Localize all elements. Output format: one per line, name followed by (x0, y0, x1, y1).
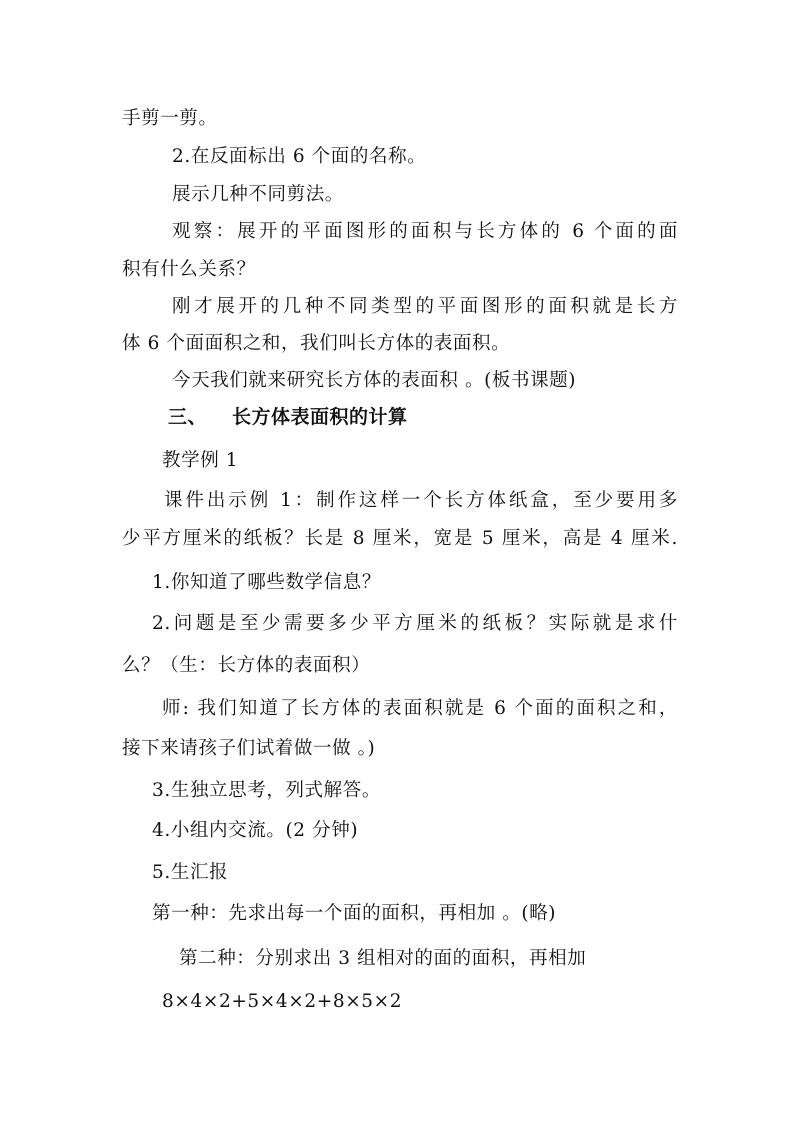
text-line: 么？（生：长方体的表面积） (122, 655, 371, 676)
text-line: 观察：展开的平面图形的面积与长方体的 6 个面的面 (172, 221, 678, 242)
text-line: 刚才展开的几种不同类型的平面图形的面积就是长方 (172, 296, 678, 317)
text-line: 师: 我们知道了长方体的表面积就是 6 个面的面积之和， (162, 698, 678, 719)
text-line: 教学例 1 (162, 450, 239, 471)
text-line: 少平方厘米的纸板？长是 8 厘米，宽是 5 厘米，高是 4 厘米. (122, 528, 678, 549)
text-line: 体 6 个面面积之和，我们叫长方体的表面积。 (122, 333, 511, 354)
text-line: 4.小组内交流。(2 分钟) (152, 820, 359, 841)
text-line: 第二种：分别求出 3 组相对的面的面积，再相加 (179, 948, 587, 969)
text-line: 积有什么关系？ (122, 259, 256, 280)
section-number: 三、 (168, 406, 208, 428)
formula-line: 8×4×2+5×4×2+8×5×2 (162, 991, 403, 1012)
text-line: 第一种：先求出每一个面的面积，再相加 。(略) (152, 903, 557, 924)
text-line: 5.生汇报 (152, 862, 229, 883)
text-line: 2.在反面标出 6 个面的名称。 (172, 146, 427, 167)
text-line: 3.生独立思考，列式解答。 (152, 780, 381, 801)
text-line: 展示几种不同剪法。 (172, 184, 344, 205)
text-line: 今天我们就来研究长方体的表面积 。(板书课题) (172, 370, 577, 391)
text-line: 手剪一剪。 (122, 108, 218, 129)
text-line: 课件出示例 1：制作这样一个长方体纸盒，至少要用多 (164, 490, 678, 511)
text-line: 2.问题是至少需要多少平方厘米的纸板？实际就是求什 (152, 613, 678, 634)
text-line: 1.你知道了哪些数学信息？ (152, 572, 381, 593)
section-heading (168, 405, 498, 431)
section-title: 长方体表面积的计算 (232, 406, 408, 428)
text-line: 接下来请孩子们试着做一做 。) (122, 738, 376, 759)
